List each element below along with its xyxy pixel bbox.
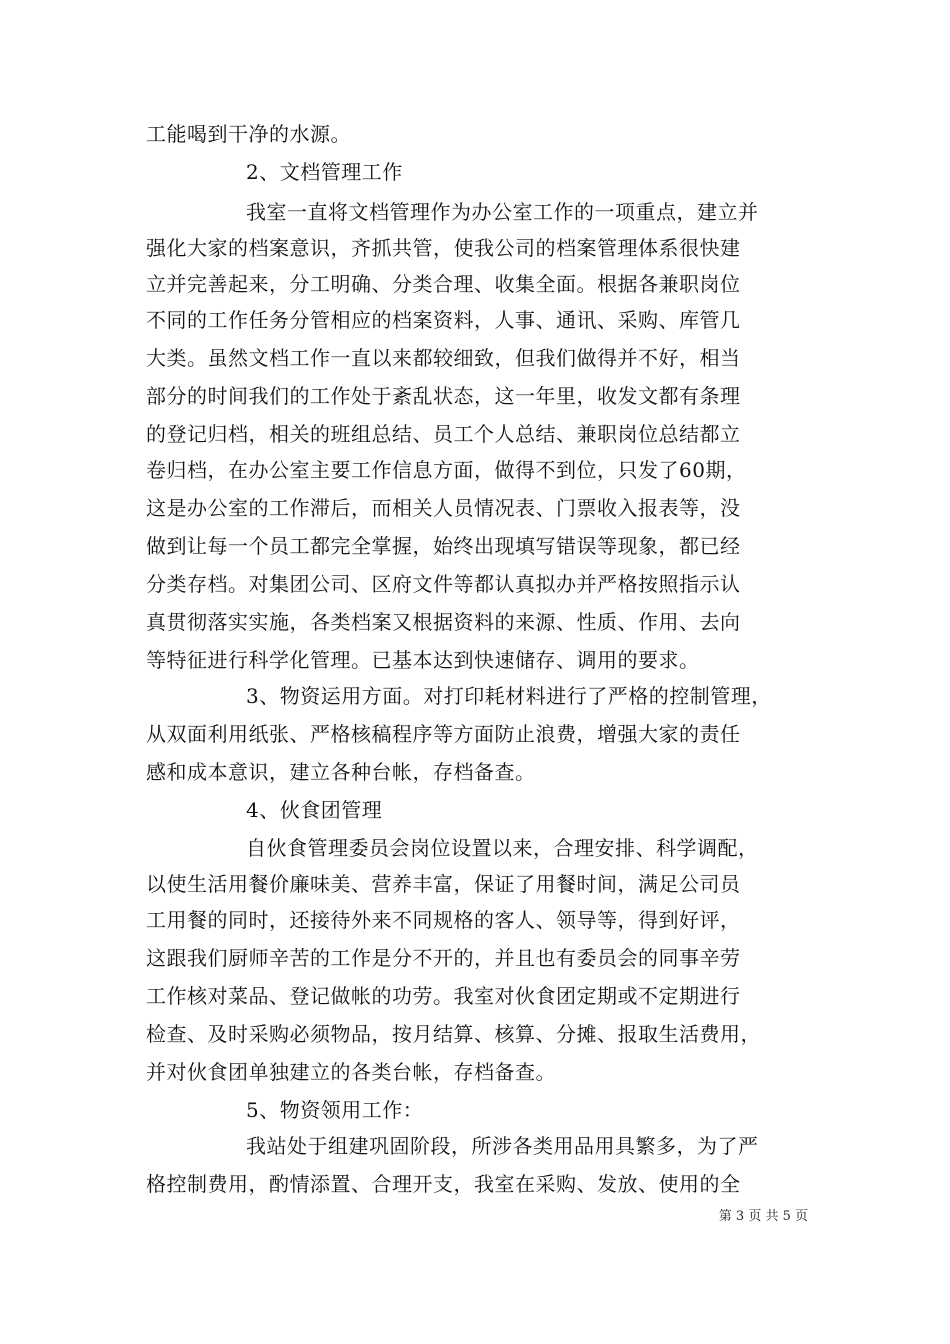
text-line: 自伙食管理委员会岗位设置以来，合理安排、科学调配，: [246, 836, 759, 860]
text-line: 我站处于组建巩固阶段，所涉各类用品用具繁多，为了严: [246, 1134, 759, 1158]
text-line: 的登记归档，相关的班组总结、员工个人总结、兼职岗位总结都立: [146, 422, 741, 446]
text-line: 工能喝到干净的水源。: [146, 122, 351, 146]
text-line: 卷归档，在办公室主要工作信息方面，做得不到位，只发了60期，: [146, 458, 747, 482]
section-heading-materials: 3、物资运用方面。对打印耗材料进行了严格的控制管理，: [246, 684, 772, 708]
text-line: 格控制费用，酌情添置、合理开支，我室在采购、发放、使用的全: [146, 1172, 741, 1196]
text-line: 等特征进行科学化管理。已基本达到快速储存、调用的要求。: [146, 648, 700, 672]
section-heading-canteen: 4、伙食团管理: [246, 798, 383, 822]
text-line: 分类存档。对集团公司、区府文件等都认真拟办并严格按照指示认: [146, 572, 741, 596]
text-line: 立并完善起来，分工明确、分类合理、收集全面。根据各兼职岗位: [146, 272, 741, 296]
text-line: 这是办公室的工作滞后，而相关人员情况表、门票收入报表等，没: [146, 496, 741, 520]
text-line: 强化大家的档案意识，齐抓共管，使我公司的档案管理体系很快建: [146, 236, 741, 260]
text-line: 并对伙食团单独建立的各类台帐，存档备查。: [146, 1060, 556, 1084]
page-number-footer: 第 3 页 共 5 页: [718, 1209, 808, 1224]
text-line: 真贯彻落实实施，各类档案又根据资料的来源、性质、作用、去向: [146, 610, 741, 634]
text-line: 工用餐的同时，还接待外来不同规格的客人、领导等，得到好评，: [146, 908, 741, 932]
section-heading-documents: 2、文档管理工作: [246, 160, 403, 184]
section-heading-supplies: 5、物资领用工作：: [246, 1098, 424, 1122]
text-line: 大类。虽然文档工作一直以来都较细致，但我们做得并不好，相当: [146, 346, 741, 370]
text-line: 检查、及时采购必须物品，按月结算、核算、分摊、报取生活费用，: [146, 1022, 761, 1046]
text-line: 做到让每一个员工都完全掌握，始终出现填写错误等现象，都已经: [146, 534, 741, 558]
text-line: 不同的工作任务分管相应的档案资料，人事、通讯、采购、库管几: [146, 308, 741, 332]
text-line: 部分的时间我们的工作处于紊乱状态，这一年里，收发文都有条理: [146, 384, 741, 408]
text-line: 感和成本意识，建立各种台帐，存档备查。: [146, 760, 536, 784]
text-line: 我室一直将文档管理作为办公室工作的一项重点，建立并: [246, 200, 759, 224]
text-line: 这跟我们厨师辛苦的工作是分不开的，并且也有委员会的同事辛劳: [146, 946, 741, 970]
text-line: 以使生活用餐价廉味美、营养丰富，保证了用餐时间，满足公司员: [146, 872, 741, 896]
text-line: 从双面利用纸张、严格核稿程序等方面防止浪费，增强大家的责任: [146, 722, 741, 746]
text-line: 工作核对菜品、登记做帐的功劳。我室对伙食团定期或不定期进行: [146, 984, 741, 1008]
